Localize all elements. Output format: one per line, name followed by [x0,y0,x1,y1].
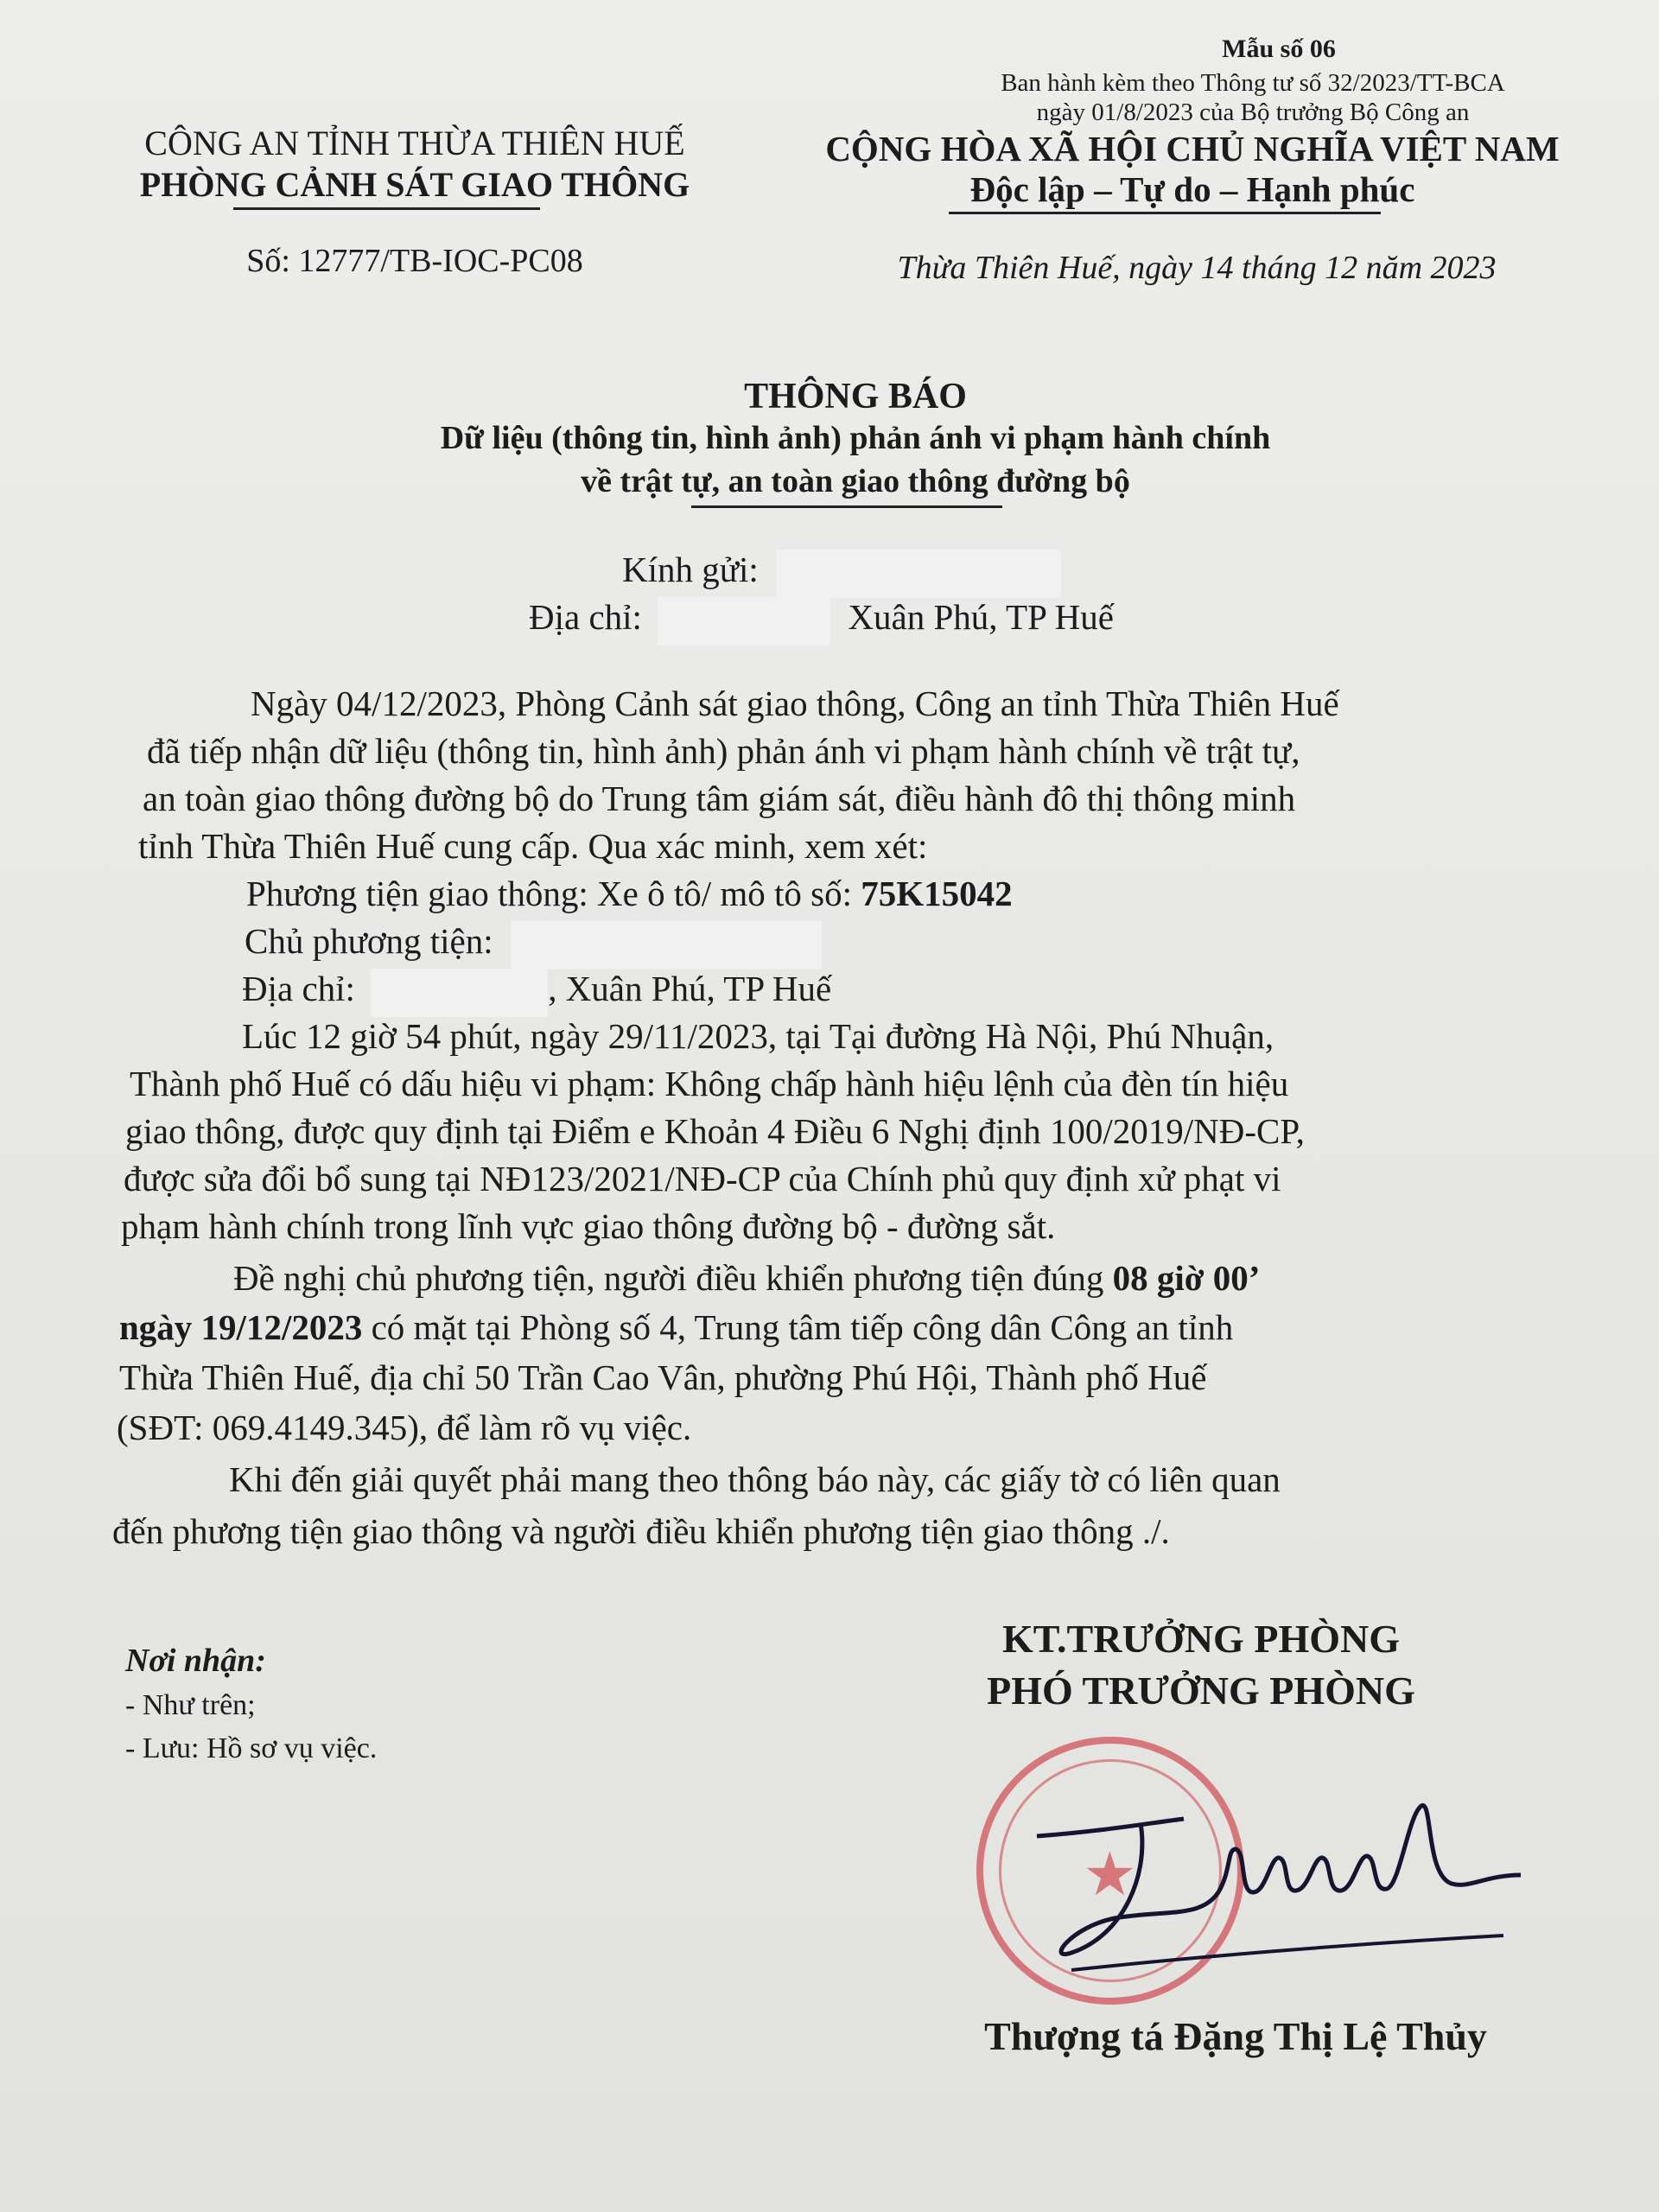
owner-address-visible: , Xuân Phú, TP Huế [548,969,832,1008]
issuing-agency: CÔNG AN TỈNH THỪA THIÊN HUẾ [144,124,685,162]
signature-title-1: KT.TRƯỞNG PHÒNG [1002,1617,1400,1661]
body-line: Thừa Thiên Huế, địa chỉ 50 Trần Cao Vân, phường Phú Hội, Thành phố Huế [119,1357,1207,1397]
body-line: đến phương tiện giao thông và người điều khiển phương tiện giao thông ./. [112,1511,1170,1551]
document-subtitle-2: về trật tự, an toàn giao thông đường bộ [581,463,1130,499]
body-line: tỉnh Thừa Thiên Huế cung cấp. Qua xác minh, xem xét: [138,826,928,866]
body-line: (SĐT: 069.4149.345), để làm rõ vụ việc. [117,1408,692,1447]
body-line: đã tiếp nhận dữ liệu (thông tin, hình ảnh) phản ánh vi phạm hành chính về trật tự, [147,731,1300,771]
body-line: được sửa đổi bổ sung tại NĐ123/2021/NĐ-CP của Chính phủ quy định xử phạt vi [124,1159,1281,1198]
recipient-address-line [529,596,1114,645]
recipients-item: - Lưu: Hồ sơ vụ việc. [125,1732,378,1764]
recipients-item: - Như trên; [125,1689,256,1721]
body-line: phạm hành chính trong lĩnh vực giao thông đường bộ - đường sắt. [121,1206,1056,1246]
title-underline [691,505,1002,508]
appointment-location: có mặt tại Phòng số 4, Trung tâm tiếp công dân Công an tỉnh [362,1307,1234,1347]
vehicle-line [246,873,1013,914]
form-issuance-line-2: ngày 01/8/2023 của Bộ trưởng Bộ Công an [1036,99,1470,126]
owner-label: Chủ phương tiện: [245,921,493,961]
handwritten-signature [1020,1771,1538,1987]
document-subtitle-1: Dữ liệu (thông tin, hình ảnh) phản ánh vi phạm hành chính [440,420,1271,456]
appointment-line [233,1257,1260,1299]
form-issuance-line-1: Ban hành kèm theo Thông tư số 32/2023/TT-BCA [1001,69,1505,97]
appointment-text: Đề nghị chủ phương tiện, người điều khiển phương tiện đúng [233,1258,1113,1298]
issuing-department: PHÒNG CẢNH SÁT GIAO THÔNG [139,165,690,204]
address-label: Địa chỉ: [529,597,642,637]
address-visible: Xuân Phú, TP Huế [848,597,1114,637]
vehicle-plate: 75K15042 [861,874,1013,913]
form-number: Mẫu số 06 [1222,35,1336,63]
appointment-date: ngày 19/12/2023 [119,1307,363,1347]
document-title: THÔNG BÁO [744,377,967,416]
place-date: Thừa Thiên Huế, ngày 14 tháng 12 năm 2023 [897,250,1497,286]
seal-star-icon: ★ [1083,1842,1137,1909]
national-title: CỘNG HÒA XÃ HỘI CHỦ NGHĨA VIỆT NAM [825,129,1560,168]
body-line: an toàn giao thông đường bộ do Trung tâm giám sát, điều hành đô thị thông minh [143,779,1296,818]
document-number: Số: 12777/TB-IOC-PC08 [246,243,583,279]
owner-address-label: Địa chỉ: [242,969,355,1008]
recipients-title: Nơi nhận: [125,1643,266,1679]
body-line: giao thông, được quy định tại Điểm e Khoản 4 Điều 6 Nghị định 100/2019/NĐ-CP, [125,1111,1305,1151]
signature-title-2: PHÓ TRƯỞNG PHÒNG [987,1669,1415,1713]
owner-line [245,920,822,969]
redacted-owner [511,921,822,969]
appointment-date-line [119,1306,1233,1348]
body-line: Thành phố Huế có dấu hiệu vi phạm: Không chấp hành hiệu lệnh của đèn tín hiệu [130,1064,1289,1103]
motto-underline [949,212,1381,214]
vehicle-label: Phương tiện giao thông: Xe ô tô/ mô tô số: [246,874,861,913]
recipient-label: Kính gửi: [622,550,759,589]
agency-underline [233,207,540,210]
recipient-line [622,549,1061,598]
body-line: Khi đến giải quyết phải mang theo thông báo này, các giấy tờ có liên quan [229,1459,1281,1499]
redacted-owner-address [371,969,548,1017]
body-line: Ngày 04/12/2023, Phòng Cảnh sát giao thông, Công an tỉnh Thừa Thiên Huế [251,683,1339,723]
redacted-address [658,597,830,645]
body-line: Lúc 12 giờ 54 phút, ngày 29/11/2023, tại Tại đường Hà Nội, Phú Nhuận, [242,1016,1274,1056]
appointment-time: 08 giờ 00’ [1112,1258,1261,1298]
owner-address-line [242,968,831,1017]
signer-name: Thượng tá Đặng Thị Lệ Thủy [984,2014,1487,2058]
redacted-name [776,550,1061,598]
national-motto: Độc lập – Tự do – Hạnh phúc [969,169,1415,209]
